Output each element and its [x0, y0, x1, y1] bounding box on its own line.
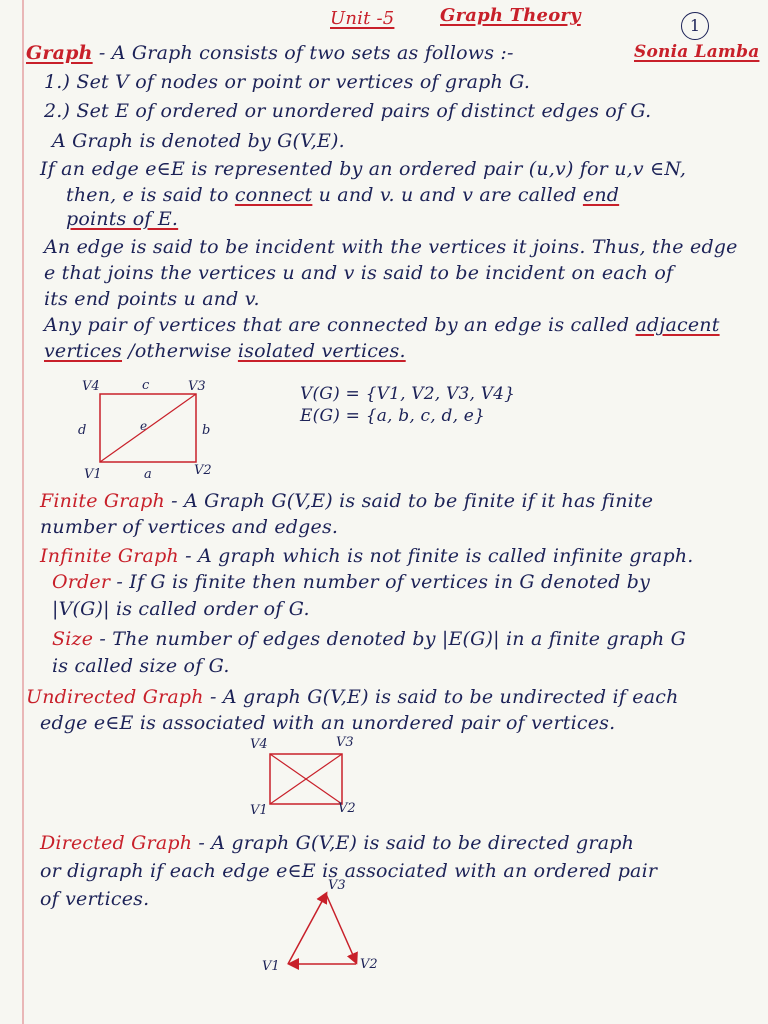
adjacent-text: Any pair of vertices that are connected by an edge is called [44, 314, 630, 336]
edge-label-d: d [78, 423, 87, 438]
incident-line3: its end points u and v. [44, 288, 260, 310]
edge-line1: If an edge e∈E is represented by an ordered pair (u,v) for u,v ∈N, [40, 158, 687, 180]
edge-line3: points of E. [66, 208, 179, 230]
page-number: 1 [689, 16, 701, 35]
graph-def-item2: 2.) Set E of ordered or unordered pairs of distinct edges of G. [44, 100, 652, 122]
finite-line1 [40, 490, 653, 512]
author-name: Sonia Lamba [634, 42, 760, 62]
vertex-set: V(G) = {V1, V2, V3, V4} [300, 384, 516, 404]
graph-def-item1: 1.) Set V of nodes or point or vertices of graph G. [44, 71, 531, 93]
edge-label-a: a [144, 467, 152, 482]
directed-line2: or digraph if each edge e∈E is associated with an ordered pair [40, 860, 658, 882]
edge-v1-v3 [288, 894, 326, 964]
vertex-label-v4: V4 [82, 379, 100, 394]
directed-line1 [40, 832, 634, 854]
edge-line2-a: then, e is said to [66, 184, 229, 206]
finite-text: - A Graph G(V,E) is said to be finite if it has finite [164, 490, 654, 512]
margin-rule [22, 0, 24, 1024]
infinite-term: Infinite Graph [40, 545, 179, 567]
undirected-line1 [26, 686, 679, 708]
edge-v3-v2 [326, 894, 356, 962]
directed-diagram [250, 874, 390, 980]
incident-line1: An edge is said to be incident with the vertices it joins. Thus, the edge [44, 236, 738, 258]
otherwise-text: /otherwise [128, 340, 232, 362]
size-line2: is called size of G. [52, 655, 230, 677]
isolated-term: isolated vertices. [237, 340, 406, 362]
infinite-line1 [40, 545, 694, 567]
edge-line2-b: u and v. u and v are called [318, 184, 577, 206]
infinite-text: - A graph which is not finite is called infinite graph. [178, 545, 694, 567]
diagonal-edge [100, 394, 196, 462]
order-term: Order [52, 571, 111, 593]
connect-term: connect [234, 184, 313, 206]
adjacent-line2 [44, 340, 406, 362]
order-line1 [52, 571, 650, 593]
size-line1 [52, 628, 686, 650]
directed-v2: V2 [360, 957, 378, 972]
vertex-label-v1: V1 [84, 467, 102, 482]
undirected-v3: V3 [336, 735, 354, 750]
graph-def-text: - A Graph consists of two sets as follows :- [92, 42, 514, 64]
finite-term: Finite Graph [40, 490, 165, 512]
graph-def-line1 [26, 42, 514, 64]
vertex-label-v3: V3 [188, 379, 206, 394]
size-text: - The number of edges denoted by |E(G)| in a finite graph G [93, 628, 687, 650]
edge-line2 [66, 184, 619, 206]
order-text: - If G is finite then number of vertices in G denoted by [110, 571, 651, 593]
directed-text: - A graph G(V,E) is said to be directed graph [192, 832, 635, 854]
directed-term: Directed Graph [40, 832, 193, 854]
undirected-diagram [240, 734, 380, 818]
unit-label: Unit -5 [330, 8, 395, 29]
undirected-term: Undirected Graph [26, 686, 204, 708]
undirected-v4: V4 [250, 737, 268, 752]
directed-v3: V3 [328, 878, 346, 893]
graph-diagram-1 [70, 372, 250, 484]
graph-term: Graph [26, 42, 93, 64]
adjacent-term: adjacent [635, 314, 720, 336]
size-term: Size [52, 628, 94, 650]
undirected-line2: edge e∈E is associated with an unordered pair of vertices. [40, 712, 616, 734]
page-number-badge [681, 12, 709, 40]
incident-line2: e that joins the vertices u and v is said to be incident on each of [44, 262, 674, 284]
undirected-v1: V1 [250, 803, 268, 818]
edge-label-e: e [140, 419, 148, 433]
end-term: end [582, 184, 620, 206]
directed-v1: V1 [262, 959, 280, 974]
edge-label-b: b [202, 423, 211, 438]
edge-set: E(G) = {a, b, c, d, e} [300, 406, 486, 426]
order-line2: |V(G)| is called order of G. [52, 598, 310, 620]
edge-label-c: c [142, 378, 150, 393]
directed-line3: of vertices. [40, 888, 150, 910]
undirected-v2: V2 [338, 801, 356, 816]
adjacent-line1 [44, 314, 720, 336]
finite-line2: number of vertices and edges. [40, 516, 339, 538]
undirected-text: - A graph G(V,E) is said to be undirected if each [203, 686, 679, 708]
vertices-term: vertices [44, 340, 123, 362]
graph-denoted: A Graph is denoted by G(V,E). [52, 130, 345, 152]
page-title: Graph Theory [440, 5, 581, 26]
vertex-label-v2: V2 [194, 463, 212, 478]
